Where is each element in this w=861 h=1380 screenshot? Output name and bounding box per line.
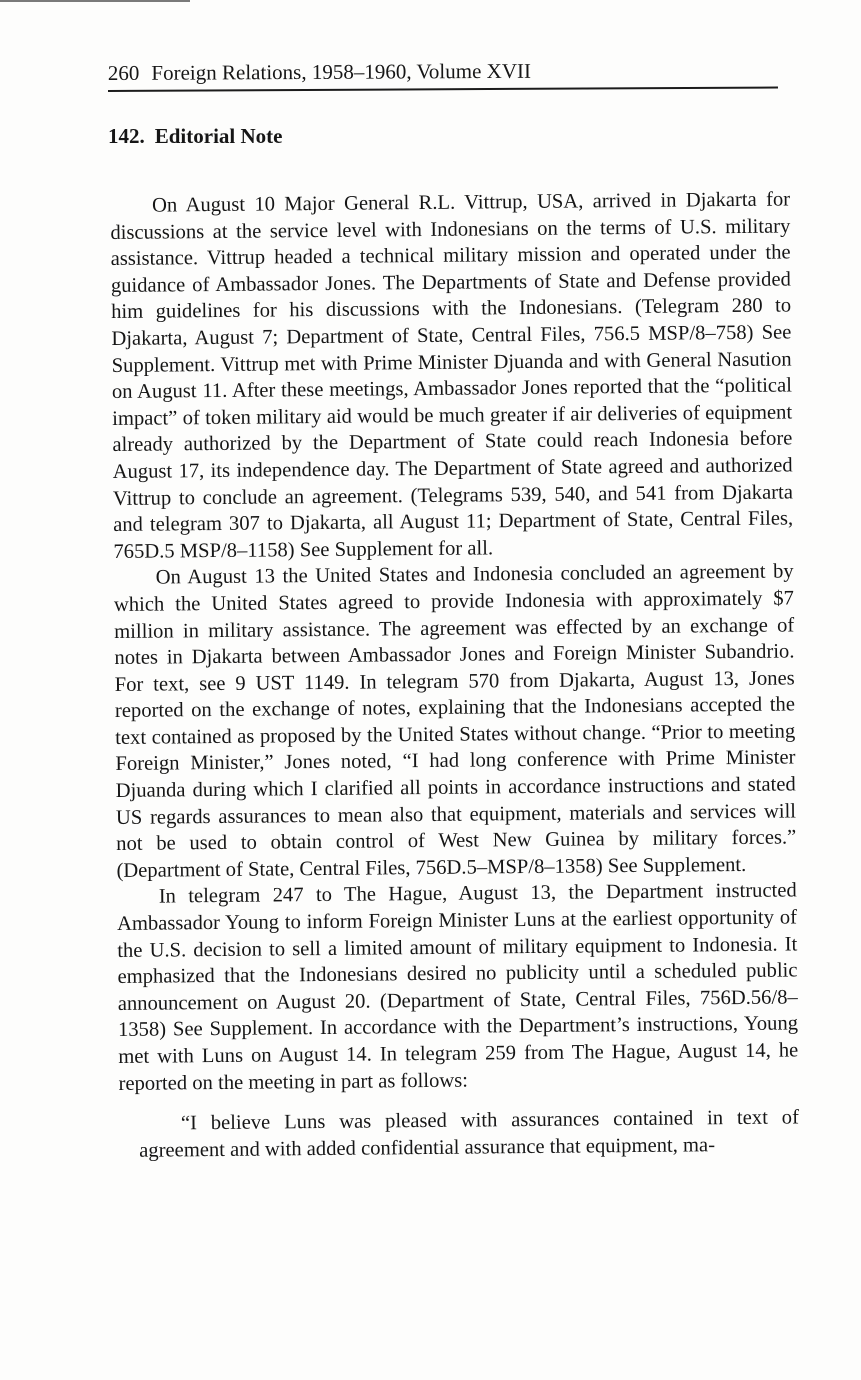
section-title: Editorial Note [154,124,283,148]
running-head-title: Foreign Relations, 1958–1960, Volume XVII [151,58,532,85]
paragraph-telegram-247: In telegram 247 to The Hague, August 13, the Department instructed Ambassador Young to inform Foreign Minister Luns at the earliest opportunity of the U.S. decision to sell a limited amount of military equipment to Indonesia. It emphasized that the Indonesians desired no publicity until a scheduled public announcement on August 20. (Department of State, Central Files, 756D.56/8–1358) See Supplement. In accordance with the Department’s instructions, Young met with Luns on August 14. In telegram 259 from The Hague, August 14, he reported on the meeting in part as follows: [116,879,799,1095]
running-head [108,54,778,92]
block-quote: “I believe Luns was pleased with assurances contained in text of agreement and with added confidential assurance that equipment, ma- [139,1106,800,1162]
scan-edge-line [0,0,190,2]
paragraph-vittrup-mission: On August 10 Major General R.L. Vittrup, USA, arrived in Djakarta for discussions at the service level with Indonesians on the terms of U.S. military assistance. Vittrup headed a technical military mission and operated under the guidance of Ambassador Jones. The Departments of State and Defense provided him guidelines for his discussions with the Indonesians. (Telegram 280 to Djakarta, August 7; Department of State, Central Files, 756.5 MSP/8–758) See Supplement. Vittrup met with Prime Minister Djuanda and with General Nasution on August 11. After these meetings, Ambassador Jones reported that the “political impact” of token military aid would be much greater if air deliveries of equipment already authorized by the Department of State could reach Indonesia before August 17, its independence day. The Department of State agreed and authorized Vittrup to conclude an agreement. (Telegrams 539, 540, and 541 from Djakarta and telegram 307 to Djakarta, all August 11; Department of State, Central Files, 765D.5 MSP/8–1158) See Supplement for all. [110,188,794,563]
section-heading [108,124,282,149]
paragraph-august-13-agreement: On August 13 the United States and Indonesia concluded an agreement by which the United States agreed to provide Indonesia with approximately $7 million in military assistance. The agreement was effected by an exchange of notes in Djakarta between Ambassador Jones and Foreign Minister Subandrio. For text, see 9 UST 1149. In telegram 570 from Djakarta, August 13, Jones reported on the exchange of notes, explaining that the Indonesians accepted the text contained as proposed by the United States without change. “Prior to meeting Foreign Minister,” Jones noted, “I had long conference with Prime Minister Djuanda during which I clarified all points in accordance instructions and stated US regards assurances to mean also that equipment, materials and services will not be used to obtain control of West New Guinea by military forces.” (Department of State, Central Files, 756D.5–MSP/8–1358) See Supplement. [113,560,797,882]
body-text [110,186,799,1164]
section-number: 142. [108,124,145,148]
page-number: 260 [107,60,140,86]
